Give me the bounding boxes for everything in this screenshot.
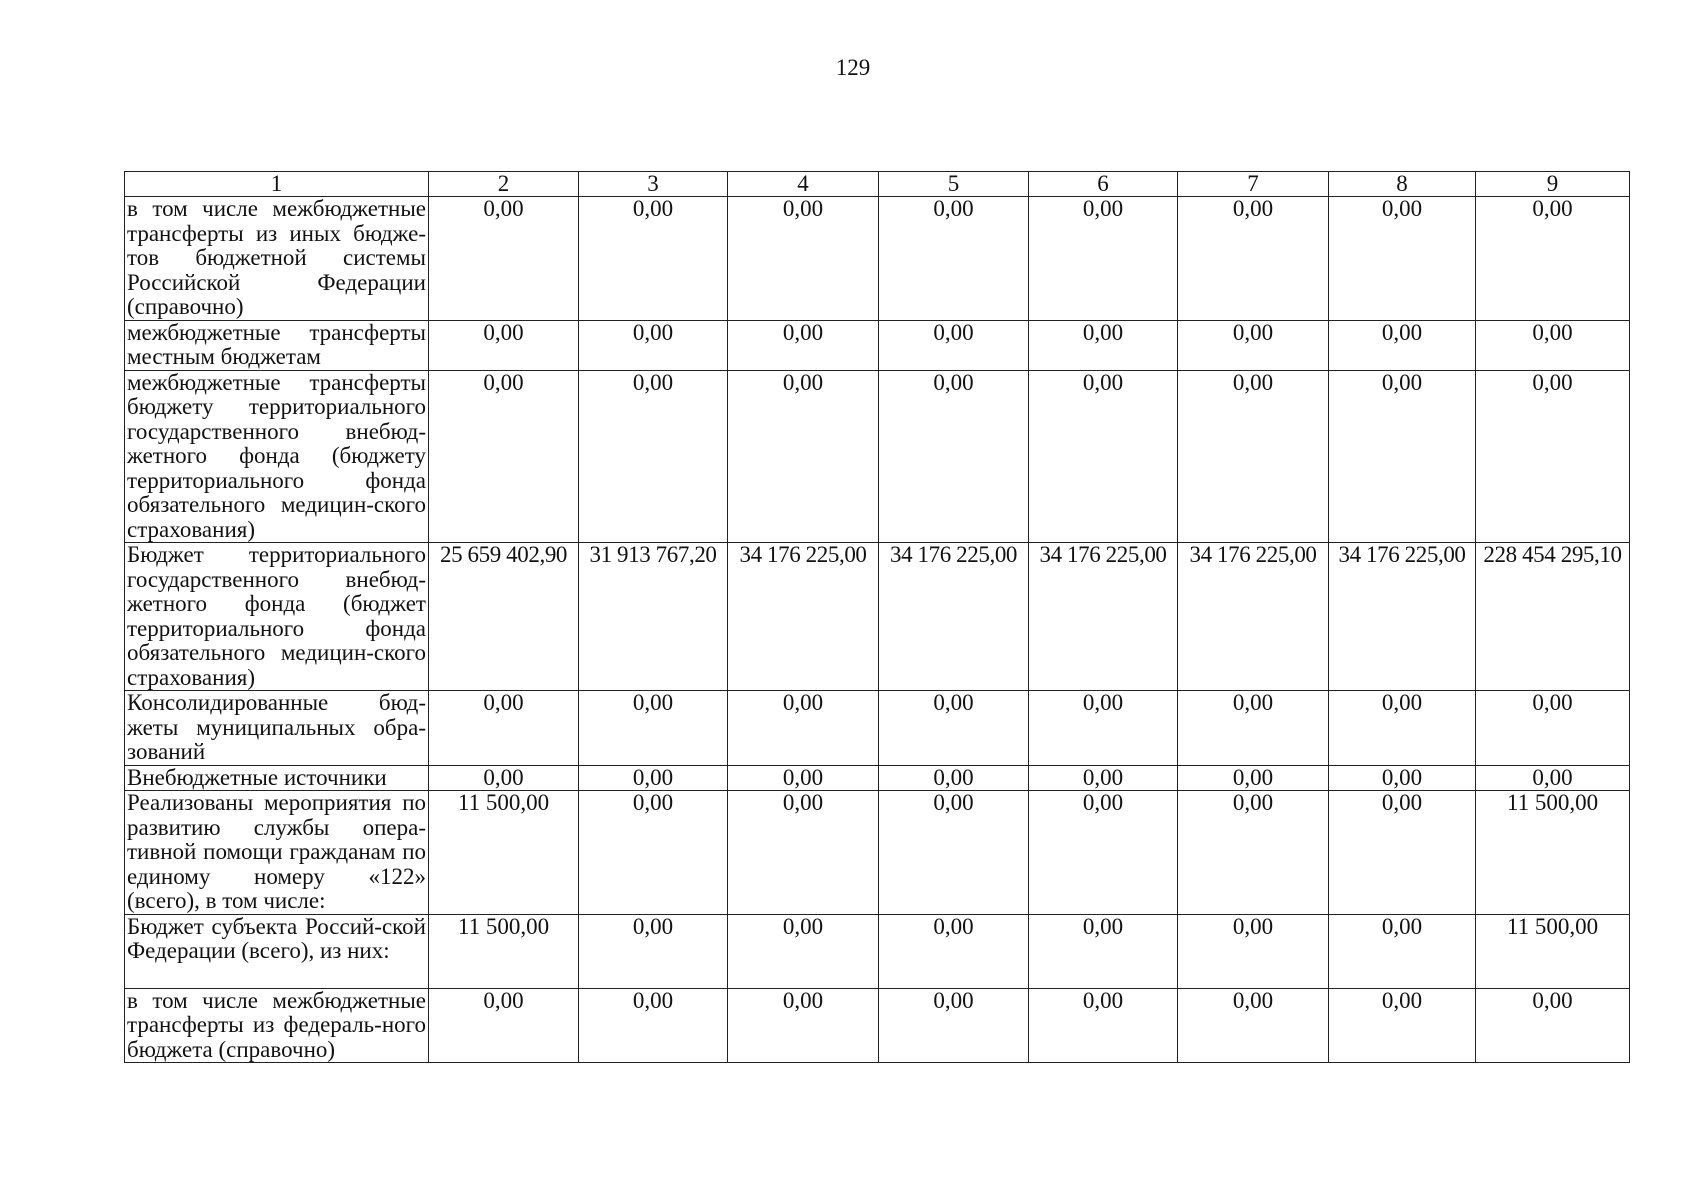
table-cell: 0,00 xyxy=(1029,320,1178,370)
table-cell: 0,00 xyxy=(879,765,1029,791)
table-cell: 0,00 xyxy=(1476,370,1630,543)
table-cell: 34 176 225,00 xyxy=(1178,543,1329,691)
table-cell: 0,00 xyxy=(728,691,879,766)
table-cell: 0,00 xyxy=(1329,914,1476,988)
column-header: 7 xyxy=(1178,172,1329,197)
table-cell: 0,00 xyxy=(579,370,728,543)
table-row xyxy=(125,914,1630,988)
table-cell: 0,00 xyxy=(579,197,728,321)
row-label: межбюджетные трансферты местным бюджетам xyxy=(125,320,429,370)
table-cell: 11 500,00 xyxy=(429,914,579,988)
table-cell: 0,00 xyxy=(1476,320,1630,370)
row-label: Консолидированные бюд-жеты муниципальных обра-зований xyxy=(125,691,429,766)
table-row xyxy=(125,691,1630,766)
row-label: в том числе межбюджетные трансферты из иных бюдже-тов бюджетной системы Российской Федерации (справочно) xyxy=(125,197,429,321)
table-cell: 0,00 xyxy=(728,988,879,1063)
table-row xyxy=(125,988,1630,1063)
table-cell: 0,00 xyxy=(1178,197,1329,321)
row-label: Бюджет территориального государственного внебюд-жетного фонда (бюджет территориального фонда обязательного медицин-ского страхования) xyxy=(125,543,429,691)
table-cell: 0,00 xyxy=(879,791,1029,915)
column-header: 9 xyxy=(1476,172,1630,197)
table-cell: 0,00 xyxy=(429,765,579,791)
table-cell: 0,00 xyxy=(879,320,1029,370)
table-cell: 0,00 xyxy=(1476,197,1630,321)
table-cell: 0,00 xyxy=(1178,370,1329,543)
table-cell: 0,00 xyxy=(1329,370,1476,543)
row-label: Бюджет субъекта Россий-ской Федерации (всего), из них: xyxy=(125,914,429,988)
column-header: 3 xyxy=(579,172,728,197)
table-cell: 0,00 xyxy=(429,988,579,1063)
table-cell: 0,00 xyxy=(1329,691,1476,766)
table-cell: 34 176 225,00 xyxy=(1029,543,1178,691)
table-cell: 0,00 xyxy=(1029,791,1178,915)
table-cell: 0,00 xyxy=(1029,988,1178,1063)
table-cell: 0,00 xyxy=(879,370,1029,543)
row-label: в том числе межбюджетные трансферты из федераль-ного бюджета (справочно) xyxy=(125,988,429,1063)
table-cell: 34 176 225,00 xyxy=(879,543,1029,691)
table-row xyxy=(125,543,1630,691)
table-cell: 0,00 xyxy=(429,370,579,543)
table-cell: 0,00 xyxy=(579,320,728,370)
table-cell: 11 500,00 xyxy=(1476,791,1630,915)
table-row xyxy=(125,197,1630,321)
table-row xyxy=(125,791,1630,915)
row-label: Внебюджетные источники xyxy=(125,765,429,791)
table-cell: 0,00 xyxy=(879,691,1029,766)
table-cell: 0,00 xyxy=(1178,320,1329,370)
table-cell: 0,00 xyxy=(1029,914,1178,988)
table-row xyxy=(125,765,1630,791)
budget-table xyxy=(124,171,1630,1063)
column-header: 4 xyxy=(728,172,879,197)
table-cell: 0,00 xyxy=(429,691,579,766)
column-header: 2 xyxy=(429,172,579,197)
table-cell: 0,00 xyxy=(1029,197,1178,321)
table-cell: 0,00 xyxy=(879,988,1029,1063)
table-cell: 0,00 xyxy=(429,197,579,321)
table-cell: 11 500,00 xyxy=(1476,914,1630,988)
table-cell: 0,00 xyxy=(1476,988,1630,1063)
page-number: 129 xyxy=(835,55,871,80)
table-cell: 34 176 225,00 xyxy=(728,543,879,691)
table-cell: 0,00 xyxy=(1329,988,1476,1063)
table-cell: 0,00 xyxy=(1178,791,1329,915)
table-cell: 0,00 xyxy=(728,765,879,791)
row-label: Реализованы мероприятия по развитию службы опера-тивной помощи гражданам по единому номеру «122» (всего), в том числе: xyxy=(125,791,429,915)
table-cell: 0,00 xyxy=(879,197,1029,321)
table-cell: 11 500,00 xyxy=(429,791,579,915)
table-cell: 0,00 xyxy=(579,988,728,1063)
table-cell: 0,00 xyxy=(1329,320,1476,370)
table-cell: 0,00 xyxy=(728,791,879,915)
table-cell: 0,00 xyxy=(1476,765,1630,791)
table-cell: 0,00 xyxy=(429,320,579,370)
table-cell: 34 176 225,00 xyxy=(1329,543,1476,691)
table-cell: 0,00 xyxy=(1329,197,1476,321)
table-cell: 0,00 xyxy=(579,914,728,988)
table-cell: 228 454 295,10 xyxy=(1476,543,1630,691)
table-row xyxy=(125,320,1630,370)
table-cell: 0,00 xyxy=(1476,691,1630,766)
table-cell: 0,00 xyxy=(1329,765,1476,791)
row-label: межбюджетные трансферты бюджету территориального государственного внебюд-жетного фонда (бюджету территориального фонда обязательного медицин-ского страхования) xyxy=(125,370,429,543)
table-cell: 0,00 xyxy=(1029,370,1178,543)
table-cell: 0,00 xyxy=(1178,988,1329,1063)
column-header: 8 xyxy=(1329,172,1476,197)
table-cell: 0,00 xyxy=(1178,914,1329,988)
column-header: 5 xyxy=(879,172,1029,197)
table-header-row xyxy=(125,172,1630,197)
column-header: 1 xyxy=(125,172,429,197)
column-header: 6 xyxy=(1029,172,1178,197)
table-cell: 0,00 xyxy=(728,370,879,543)
table-cell: 0,00 xyxy=(728,320,879,370)
table-cell: 0,00 xyxy=(879,914,1029,988)
table-row xyxy=(125,370,1630,543)
table-cell: 0,00 xyxy=(579,791,728,915)
table-cell: 25 659 402,90 xyxy=(429,543,579,691)
table-cell: 0,00 xyxy=(579,691,728,766)
table-cell: 0,00 xyxy=(1329,791,1476,915)
table-cell: 0,00 xyxy=(1178,691,1329,766)
table-cell: 31 913 767,20 xyxy=(579,543,728,691)
table-cell: 0,00 xyxy=(1029,765,1178,791)
table-cell: 0,00 xyxy=(1178,765,1329,791)
table-cell: 0,00 xyxy=(728,197,879,321)
table-cell: 0,00 xyxy=(728,914,879,988)
table-cell: 0,00 xyxy=(579,765,728,791)
table-cell: 0,00 xyxy=(1029,691,1178,766)
